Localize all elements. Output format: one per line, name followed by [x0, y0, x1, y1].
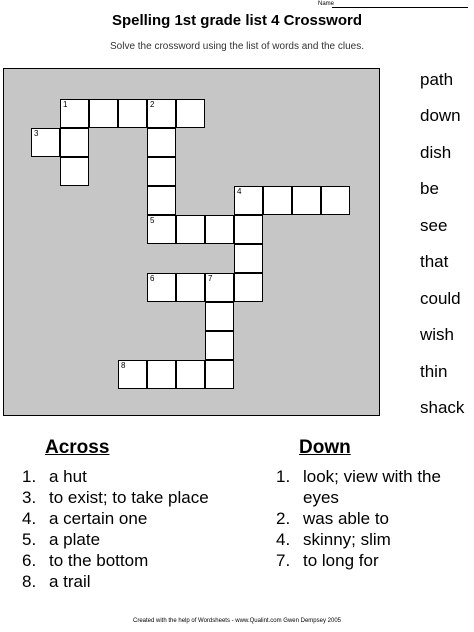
- crossword-cell[interactable]: [147, 128, 176, 157]
- crossword-cell[interactable]: [321, 186, 350, 215]
- crossword-cell[interactable]: [60, 128, 89, 157]
- clue-number: 1.: [276, 467, 291, 486]
- clue-text: a trail: [49, 572, 91, 591]
- page-subtitle: Solve the crossword using the list of words and the clues.: [109, 41, 365, 52]
- crossword-cell[interactable]: [147, 360, 176, 389]
- clue-text: to exist; to take place: [49, 488, 209, 507]
- cell-number: 2: [150, 100, 155, 109]
- clue-number: 4.: [276, 530, 291, 549]
- crossword-cell[interactable]: [234, 273, 263, 302]
- crossword-cell[interactable]: [147, 215, 176, 244]
- crossword-cell[interactable]: [31, 128, 60, 157]
- across-heading: Across: [45, 437, 110, 458]
- crossword-cell[interactable]: [205, 273, 234, 302]
- name-label: Name: [318, 1, 335, 7]
- clue-text: a plate: [49, 530, 101, 549]
- crossword-cell[interactable]: [176, 360, 205, 389]
- across-clue: [22, 466, 262, 487]
- crossword-cell[interactable]: [205, 331, 234, 360]
- across-clue: [22, 550, 262, 571]
- crossword-cell[interactable]: [60, 99, 89, 128]
- footer-credit: Created with the help of Wordsheets - www.Qualint.com Gwen Dempsey 2005: [133, 618, 341, 624]
- clue-text: to the bottom: [49, 551, 149, 570]
- word-bank-item: could: [420, 288, 461, 308]
- across-clue-list: [22, 466, 262, 592]
- word-bank: [420, 68, 474, 420]
- crossword-cell[interactable]: [205, 360, 234, 389]
- cell-number: 6: [150, 274, 155, 283]
- crossword-cell[interactable]: [176, 99, 205, 128]
- crossword-cell[interactable]: [205, 215, 234, 244]
- crossword-cell[interactable]: [292, 186, 321, 215]
- crossword-cell[interactable]: [147, 186, 176, 215]
- page-title: Spelling 1st grade list 4 Crossword: [111, 12, 363, 29]
- down-clue-list: [276, 466, 472, 571]
- cell-number: 3: [34, 129, 39, 138]
- down-heading: Down: [299, 437, 351, 458]
- clue-text: was able to: [303, 509, 389, 528]
- clue-number: 2.: [276, 509, 291, 528]
- across-clue: [22, 529, 262, 550]
- crossword-cell[interactable]: [263, 186, 292, 215]
- word-bank-item: path: [420, 70, 454, 89]
- word-bank-item: that: [420, 252, 449, 272]
- crossword-cell[interactable]: [234, 215, 263, 244]
- crossword-cell[interactable]: [147, 273, 176, 302]
- across-clue: [22, 508, 262, 529]
- across-clues: [22, 436, 262, 592]
- clue-text: look; view with the eyes: [303, 467, 441, 507]
- crossword-cell[interactable]: [205, 302, 234, 331]
- clue-text: skinny; slim: [303, 530, 391, 549]
- clue-number: 6.: [22, 551, 37, 570]
- name-line: [332, 7, 468, 8]
- across-clue: [22, 487, 262, 508]
- cell-number: 7: [208, 274, 213, 283]
- clue-number: 4.: [22, 509, 37, 528]
- word-bank-item: be: [420, 179, 439, 199]
- word-bank-item: shack: [420, 397, 465, 417]
- clue-number: 1.: [22, 467, 37, 486]
- word-bank-item: dish: [420, 142, 452, 162]
- down-clues: [276, 436, 472, 571]
- crossword-cell[interactable]: [118, 360, 147, 389]
- crossword-cell[interactable]: [147, 99, 176, 128]
- clue-text: a hut: [49, 467, 87, 486]
- down-clue: [276, 508, 472, 529]
- across-clue: [22, 571, 262, 592]
- cell-number: 1: [63, 100, 68, 109]
- down-clue: [276, 466, 472, 508]
- clue-text: to long for: [303, 551, 379, 570]
- clue-number: 8.: [22, 572, 37, 591]
- down-clue: [276, 550, 472, 571]
- clue-number: 5.: [22, 530, 37, 549]
- crossword-cell[interactable]: [176, 273, 205, 302]
- crossword-cell[interactable]: [118, 99, 147, 128]
- crossword-cell[interactable]: [60, 157, 89, 186]
- crossword-cell[interactable]: [234, 244, 263, 273]
- word-bank-item: thin: [420, 361, 448, 381]
- word-bank-item: wish: [420, 325, 455, 345]
- crossword-cell[interactable]: [234, 186, 263, 215]
- cell-number: 5: [150, 216, 155, 225]
- cell-number: 4: [237, 187, 242, 196]
- crossword-cell[interactable]: [89, 99, 118, 128]
- crossword-cell[interactable]: [147, 157, 176, 186]
- crossword-board: [3, 68, 380, 416]
- clue-number: 7.: [276, 551, 291, 570]
- clue-text: a certain one: [49, 509, 148, 528]
- word-bank-item: down: [420, 106, 461, 126]
- crossword-cell[interactable]: [176, 215, 205, 244]
- word-bank-item: see: [420, 215, 448, 235]
- cell-number: 8: [121, 361, 126, 370]
- down-clue: [276, 529, 472, 550]
- clue-number: 3.: [22, 488, 37, 507]
